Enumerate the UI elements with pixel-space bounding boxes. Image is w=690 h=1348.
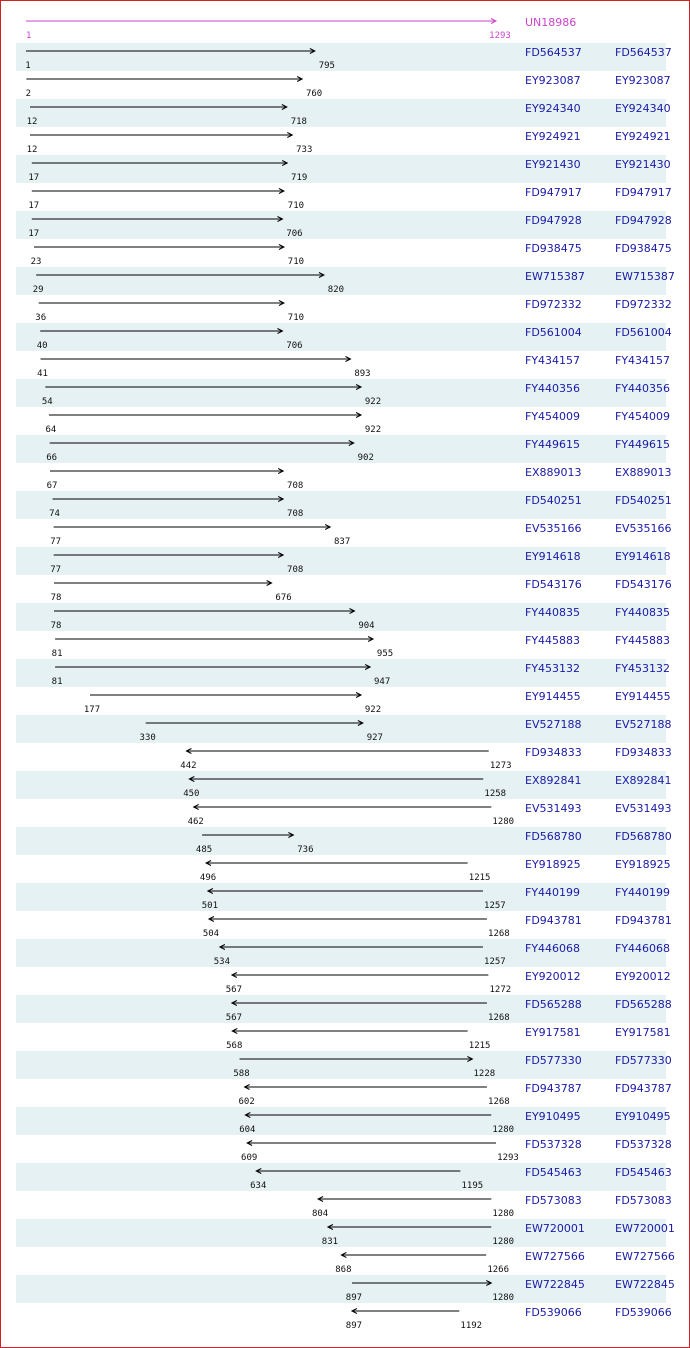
alignment-start-label: 588 (233, 1069, 250, 1079)
accession-link-secondary[interactable]: FD543176 (615, 578, 672, 591)
accession-link-secondary[interactable]: FD934833 (615, 746, 672, 759)
accession-link-secondary[interactable]: FY449615 (615, 438, 671, 451)
accession-link-secondary[interactable]: FY445883 (615, 634, 671, 647)
alignment-start-label: 74 (49, 509, 60, 519)
accession-link-secondary[interactable]: FY446068 (615, 942, 671, 955)
alignment-start-label: 12 (26, 145, 38, 155)
alignment-end-label: 1280 (492, 1293, 515, 1303)
alignment-start-label: 534 (213, 957, 231, 967)
alignment-end-label: 893 (354, 369, 371, 379)
accession-link-secondary[interactable]: EY923087 (615, 74, 671, 87)
accession-link[interactable]: FD543176 (525, 578, 582, 591)
accession-link-secondary[interactable]: FD564537 (615, 46, 672, 59)
alignment-end-label: 947 (374, 677, 391, 687)
accession-link-secondary[interactable]: FD565288 (615, 998, 672, 1011)
accession-link[interactable]: FD972332 (525, 298, 582, 311)
alignment-start-label: 177 (83, 705, 101, 715)
accession-link[interactable]: EX892841 (525, 774, 582, 787)
accession-link-secondary[interactable]: FD577330 (615, 1054, 672, 1067)
accession-link-secondary[interactable]: FD938475 (615, 242, 672, 255)
accession-link[interactable]: EV531493 (525, 802, 582, 815)
accession-link[interactable]: EW715387 (525, 270, 585, 283)
accession-link-secondary[interactable]: EY921430 (615, 158, 671, 171)
accession-link[interactable]: FD537328 (525, 1138, 582, 1151)
alignment-end-label: 736 (297, 845, 314, 855)
accession-link-secondary[interactable]: FD540251 (615, 494, 672, 507)
alignment-end-label: 719 (291, 173, 308, 183)
alignment-end-label: 795 (318, 61, 335, 71)
alignment-end-label: 1268 (488, 1013, 510, 1023)
alignment-end-label: 1268 (488, 1097, 510, 1107)
accession-link-secondary[interactable]: EY918925 (615, 858, 671, 871)
alignment-end-label: 927 (366, 733, 383, 743)
accession-link[interactable]: EW720001 (525, 1222, 585, 1235)
alignment-start-label: 78 (50, 593, 62, 603)
alignment-end-label: 820 (327, 285, 345, 295)
alignment-end-label: 706 (286, 229, 303, 239)
accession-link[interactable]: FD573083 (525, 1194, 582, 1207)
alignment-start-label: 634 (250, 1181, 267, 1191)
accession-link[interactable]: FY440356 (525, 382, 581, 395)
alignment-start-label: 450 (183, 789, 200, 799)
accession-link[interactable]: EX889013 (525, 466, 582, 479)
alignment-end-label: 902 (357, 453, 374, 463)
accession-link[interactable]: FY434157 (525, 354, 581, 367)
alignment-end-label: 710 (287, 201, 305, 211)
accession-link[interactable]: FD934833 (525, 746, 582, 759)
alignment-start-label: 330 (139, 733, 156, 743)
alignment-start-label: 17 (28, 229, 40, 239)
accession-link-secondary[interactable]: EX892841 (615, 774, 672, 787)
alignment-end-label: 676 (275, 593, 292, 603)
alignment-start-label: 567 (225, 1013, 243, 1023)
accession-link-secondary[interactable]: EV531493 (615, 802, 672, 815)
accession-link[interactable]: FY440835 (525, 606, 581, 619)
accession-link[interactable]: EW727566 (525, 1250, 585, 1263)
alignment-end-label: 1280 (492, 1209, 515, 1219)
accession-link[interactable]: FY449615 (525, 438, 581, 451)
alignment-start-label: 501 (201, 901, 219, 911)
accession-link-secondary[interactable]: FD545463 (615, 1166, 672, 1179)
accession-link[interactable]: EY924340 (525, 102, 581, 115)
alignment-end-label: 1293 (497, 1153, 519, 1163)
accession-link[interactable]: FD565288 (525, 998, 582, 1011)
alignment-end-label: 1268 (488, 929, 510, 939)
accession-link-secondary[interactable]: EY917581 (615, 1026, 671, 1039)
alignment-end-label: 922 (364, 705, 382, 715)
alignment-start-label: 66 (46, 453, 58, 463)
accession-link-secondary[interactable]: FD561004 (615, 326, 672, 339)
alignment-end-label: 1272 (489, 985, 512, 995)
alignment-start-label: 567 (225, 985, 243, 995)
accession-link[interactable]: FD577330 (525, 1054, 582, 1067)
alignment-end-label: 706 (286, 341, 303, 351)
alignment-end-label: 1257 (484, 957, 506, 967)
alignment-start-label: 67 (46, 481, 58, 491)
accession-link-secondary[interactable]: EX889013 (615, 466, 672, 479)
accession-link[interactable]: EV535166 (525, 522, 582, 535)
accession-link-secondary[interactable]: FD568780 (615, 830, 672, 843)
alignment-start-label: 868 (335, 1265, 352, 1275)
alignment-start-label: 41 (37, 369, 48, 379)
alignment-end-label: 760 (305, 89, 323, 99)
accession-link[interactable]: FD568780 (525, 830, 582, 843)
accession-link[interactable]: FD564537 (525, 46, 582, 59)
accession-link[interactable]: FD938475 (525, 242, 582, 255)
accession-link-secondary[interactable]: FY440356 (615, 382, 671, 395)
alignment-start-label: 36 (35, 313, 47, 323)
alignment-start-label: 442 (180, 761, 197, 771)
alignment-start-label: 1 (25, 61, 31, 71)
alignment-start-label: 804 (311, 1209, 329, 1219)
accession-link[interactable]: FD943787 (525, 1082, 582, 1095)
accession-link-secondary[interactable]: FD537328 (615, 1138, 672, 1151)
alignment-start-label: 602 (238, 1097, 255, 1107)
accession-link-secondary[interactable]: EW727566 (615, 1250, 675, 1263)
alignment-diagram (1, 1, 689, 1347)
accession-link[interactable]: FY453132 (525, 662, 581, 675)
accession-link[interactable]: EY914618 (525, 550, 581, 563)
accession-link-secondary[interactable]: EV535166 (615, 522, 672, 535)
alignment-start-label: 64 (45, 425, 57, 435)
alignment-end-label: 733 (296, 145, 313, 155)
alignment-start-label: 23 (30, 257, 42, 267)
accession-link-secondary[interactable]: FY440835 (615, 606, 671, 619)
alignment-start-label: 897 (345, 1321, 363, 1331)
alignment-end-label: 1228 (473, 1069, 496, 1079)
alignment-start-label: 17 (28, 173, 40, 183)
accession-link[interactable]: FD540251 (525, 494, 582, 507)
alignment-end-label: 718 (290, 117, 307, 127)
alignment-start-label: 12 (26, 117, 38, 127)
accession-link[interactable]: FY440199 (525, 886, 581, 899)
accession-link-secondary[interactable]: FD947917 (615, 186, 672, 199)
accession-link-secondary[interactable]: EW720001 (615, 1222, 675, 1235)
alignment-start-label: 78 (50, 621, 62, 631)
alignment-start-label: 831 (321, 1237, 339, 1247)
alignment-start-label: 77 (50, 565, 62, 575)
accession-link-secondary[interactable]: EY914455 (615, 690, 671, 703)
alignment-end-label: 837 (333, 537, 351, 547)
accession-link[interactable]: FD947928 (525, 214, 582, 227)
alignment-end-label: 708 (287, 509, 304, 519)
alignment-start-label: 17 (28, 201, 40, 211)
accession-link[interactable]: EY917581 (525, 1026, 581, 1039)
alignment-end-label: 955 (376, 649, 394, 659)
accession-link[interactable]: EY918925 (525, 858, 581, 871)
reference-end-label: 1293 (489, 31, 511, 41)
accession-link-secondary[interactable]: EV527188 (615, 718, 672, 731)
accession-link-secondary[interactable]: EY920012 (615, 970, 671, 983)
alignment-end-label: 710 (287, 257, 305, 267)
alignment-start-label: 568 (226, 1041, 243, 1051)
accession-link-secondary[interactable]: EY924340 (615, 102, 671, 115)
accession-link[interactable]: EY914455 (525, 690, 581, 703)
alignment-start-label: 504 (202, 929, 220, 939)
alignment-end-label: 1273 (489, 761, 512, 771)
accession-link[interactable]: EY923087 (525, 74, 581, 87)
alignment-start-label: 40 (36, 341, 48, 351)
alignment-start-label: 609 (241, 1153, 258, 1163)
accession-link[interactable]: FY454009 (525, 410, 581, 423)
alignment-end-label: 1257 (484, 901, 506, 911)
accession-link-secondary[interactable]: FD539066 (615, 1306, 672, 1319)
accession-link-secondary[interactable]: EY924921 (615, 130, 671, 143)
accession-link-secondary[interactable]: FY440199 (615, 886, 671, 899)
accession-link-secondary[interactable]: FY454009 (615, 410, 671, 423)
alignment-start-label: 54 (41, 397, 53, 407)
alignment-start-label: 81 (51, 677, 63, 687)
accession-link[interactable]: FD943781 (525, 914, 582, 927)
alignment-end-label: 1266 (487, 1265, 510, 1275)
accession-link[interactable]: EY910495 (525, 1110, 581, 1123)
accession-link[interactable]: FD539066 (525, 1306, 582, 1319)
accession-link-secondary[interactable]: FY453132 (615, 662, 671, 675)
accession-link[interactable]: FD947917 (525, 186, 582, 199)
alignment-end-label: 708 (287, 565, 304, 575)
accession-link-secondary[interactable]: FY434157 (615, 354, 671, 367)
accession-link[interactable]: FY446068 (525, 942, 581, 955)
alignment-end-label: 1280 (492, 1237, 515, 1247)
reference-accession-link[interactable]: UN18986 (525, 16, 577, 29)
accession-link-secondary[interactable]: EW722845 (615, 1278, 675, 1291)
alignment-end-label: 1215 (468, 873, 491, 883)
alignment-start-label: 496 (199, 873, 217, 883)
alignment-end-label: 708 (287, 481, 304, 491)
accession-link-secondary[interactable]: FD943781 (615, 914, 672, 927)
accession-link-secondary[interactable]: FD943787 (615, 1082, 672, 1095)
alignment-start-label: 77 (50, 537, 62, 547)
alignment-end-label: 1195 (461, 1181, 484, 1191)
accession-link-secondary[interactable]: FD947928 (615, 214, 672, 227)
alignment-end-label: 904 (358, 621, 375, 631)
accession-link[interactable]: EY924921 (525, 130, 581, 143)
alignment-end-label: 1280 (492, 1125, 515, 1135)
accession-link[interactable]: EW722845 (525, 1278, 585, 1291)
alignment-end-label: 1192 (460, 1321, 483, 1331)
alignment-start-label: 81 (51, 649, 63, 659)
alignment-start-label: 604 (239, 1125, 256, 1135)
accession-link-secondary[interactable]: EY914618 (615, 550, 671, 563)
alignment-start-label: 485 (195, 845, 213, 855)
accession-link[interactable]: EV527188 (525, 718, 582, 731)
reference-start-label: 1 (26, 31, 32, 41)
alignment-start-label: 2 (25, 89, 32, 99)
accession-link[interactable]: FY445883 (525, 634, 581, 647)
alignment-end-label: 1280 (492, 817, 515, 827)
alignment-end-label: 1215 (468, 1041, 491, 1051)
accession-link-secondary[interactable]: FD972332 (615, 298, 672, 311)
alignment-start-label: 462 (187, 817, 204, 827)
accession-link[interactable]: FD545463 (525, 1166, 582, 1179)
alignment-start-label: 29 (32, 285, 44, 295)
accession-link[interactable]: EY920012 (525, 970, 581, 983)
alignment-end-label: 922 (364, 397, 382, 407)
alignment-start-label: 897 (345, 1293, 363, 1303)
accession-link-secondary[interactable]: EW715387 (615, 270, 675, 283)
accession-link[interactable]: FD561004 (525, 326, 582, 339)
alignment-end-label: 710 (287, 313, 305, 323)
alignment-end-label: 1258 (484, 789, 507, 799)
accession-link[interactable]: EY921430 (525, 158, 581, 171)
accession-link-secondary[interactable]: EY910495 (615, 1110, 671, 1123)
alignment-end-label: 922 (364, 425, 382, 435)
accession-link-secondary[interactable]: FD573083 (615, 1194, 672, 1207)
